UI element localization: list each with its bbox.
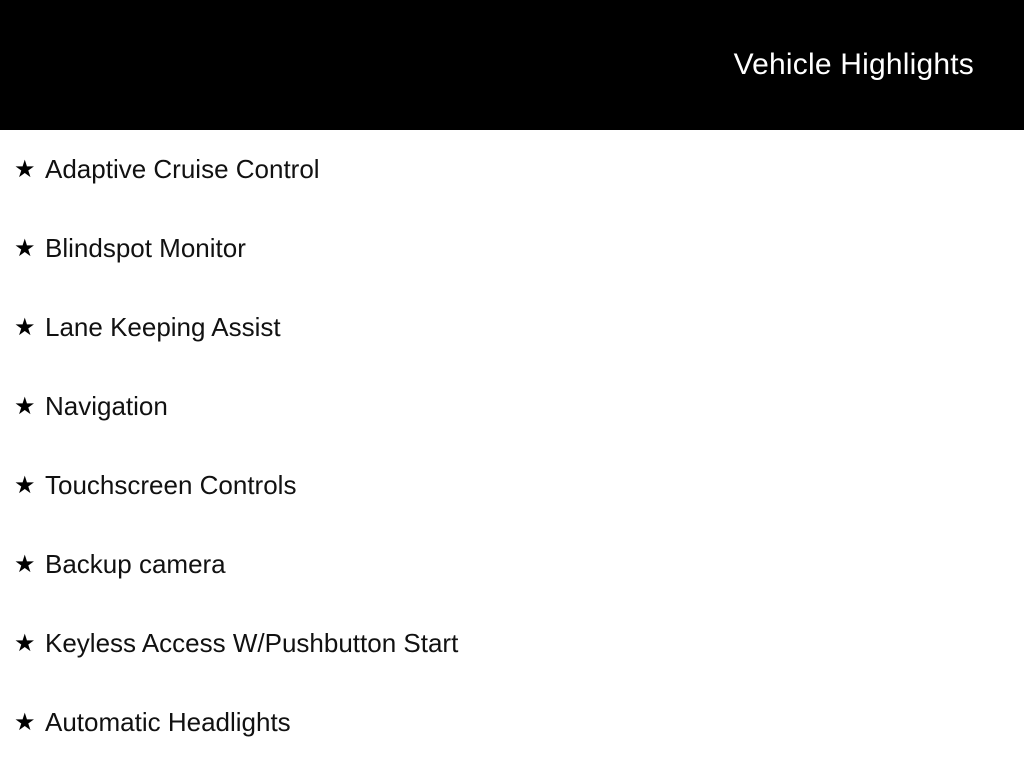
- list-item-label: Keyless Access W/Pushbutton Start: [45, 628, 459, 659]
- page-title: Vehicle Highlights: [733, 48, 974, 81]
- list-item-label: Blindspot Monitor: [45, 233, 246, 264]
- vehicle-highlights-list: [0, 130, 1024, 762]
- star-icon: ★: [14, 471, 36, 499]
- star-icon: ★: [14, 629, 36, 657]
- star-icon: ★: [14, 550, 36, 578]
- list-item-label: Automatic Headlights: [45, 707, 291, 738]
- list-item-label: Lane Keeping Assist: [45, 312, 281, 343]
- list-item: [0, 209, 1024, 288]
- list-item: [0, 446, 1024, 525]
- list-item: [0, 604, 1024, 683]
- list-item: [0, 130, 1024, 209]
- list-item: [0, 683, 1024, 762]
- star-icon: ★: [14, 708, 36, 736]
- list-item: [0, 367, 1024, 446]
- star-icon: ★: [14, 155, 36, 183]
- star-icon: ★: [14, 392, 36, 420]
- list-item: [0, 288, 1024, 367]
- list-item-label: Navigation: [45, 391, 168, 422]
- list-item-label: Backup camera: [45, 549, 226, 580]
- header-bar: [0, 0, 1024, 130]
- list-item-label: Touchscreen Controls: [45, 470, 297, 501]
- star-icon: ★: [14, 234, 36, 262]
- list-item-label: Adaptive Cruise Control: [45, 154, 320, 185]
- list-item: [0, 525, 1024, 604]
- star-icon: ★: [14, 313, 36, 341]
